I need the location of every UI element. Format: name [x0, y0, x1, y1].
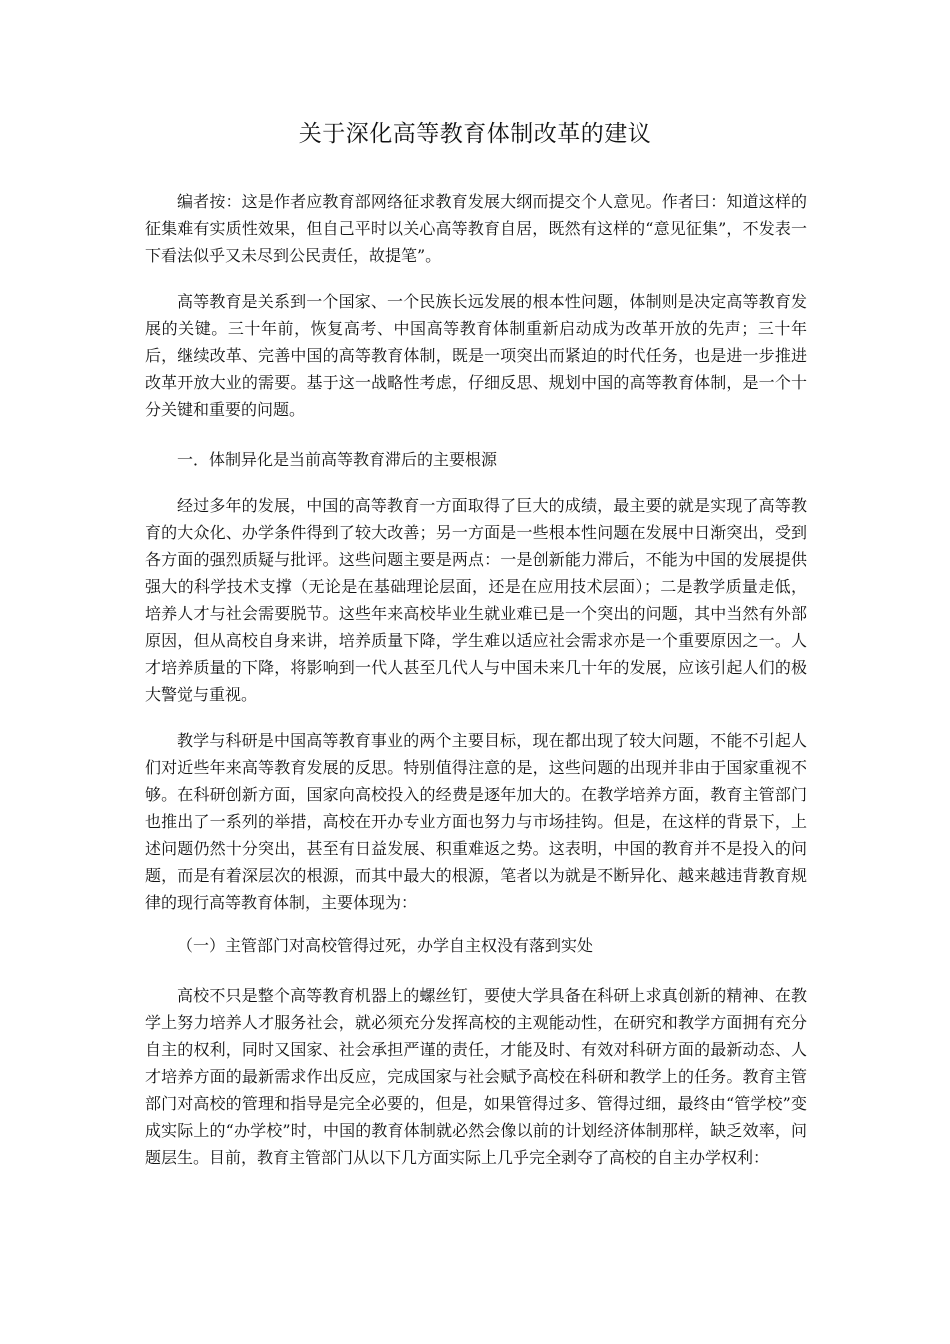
document-title: 关于深化高等教育体制改革的建议 [298, 121, 652, 147]
subsection-heading-1: （一）主管部门对高校管得过死，办学自主权没有落到实处 [177, 936, 594, 955]
editor-note: 编者按：这是作者应教育部网络征求教育发展大纲而提交个人意见。作者曰：知道这样的征集难有实质性效果，但自己平时以关心高等教育自居，既然有这样的“意见征集”，不发表一下看法似乎又未尽到公民责任，故提笔”。 [145, 192, 807, 265]
body-paragraph-3: 高校不只是整个高等教育机器上的螺丝钉，要使大学具备在科研上求真创新的精神、在教学上努力培养人才服务社会，就必须充分发挥高校的主观能动性，在研究和教学方面拥有充分自主的权利，同时又国家、社会承担严谨的责任，才能及时、有效对科研方面的最新动态、人才培养方面的最新需求作出反应，完成国家与社会赋予高校在科研和教学上的任务。教育主管部门对高校的管理和指导是完全必要的，但是，如果管得过多、管得过细，最终由“管学校”变成实际上的“办学校”时，中国的教育体制就必然会像以前的计划经济体制那样，缺乏效率，问题层生。目前，教育主管部门从以下几方面实际上几乎完全剥夺了高校的自主办学权利： [145, 986, 807, 1167]
body-paragraph-2: 教学与科研是中国高等教育事业的两个主要目标，现在都出现了较大问题，不能不引起人们对近些年来高等教育发展的反思。特别值得注意的是，这些问题的出现并非由于国家重视不够。在科研创新方面，国家向高校投入的经费是逐年加大的。在教学培养方面，教育主管部门也推出了一系列的举措，高校在开办专业方面也努力与市场挂钩。但是，在这样的背景下，上述问题仍然十分突出，甚至有日益发展、积重难返之势。这表明，中国的教育并不是投入的问题，而是有着深层次的根源，而其中最大的根源，笔者以为就是不断异化、越来越违背教育规律的现行高等教育体制，主要体现为： [145, 731, 807, 912]
body-paragraph-1: 经过多年的发展，中国的高等教育一方面取得了巨大的成绩，最主要的就是实现了高等教育的大众化、办学条件得到了较大改善；另一方面是一些根本性问题在发展中日渐突出，受到各方面的强烈质疑与批评。这些问题主要是两点：一是创新能力滞后，不能为中国的发展提供强大的科学技术支撑（无论是在基础理论层面，还是在应用技术层面）；二是教学质量走低，培养人才与社会需要脱节。这些年来高校毕业生就业难已是一个突出的问题，其中当然有外部原因，但从高校自身来讲，培养质量下降，学生难以适应社会需求亦是一个重要原因之一。人才培养质量的下降，将影响到一代人甚至几代人与中国未来几十年的发展，应该引起人们的极大警觉与重视。 [145, 496, 807, 704]
section-heading-1: 一．体制异化是当前高等教育滞后的主要根源 [177, 450, 498, 469]
intro-paragraph: 高等教育是关系到一个国家、一个民族长远发展的根本性问题，体制则是决定高等教育发展的关键。三十年前，恢复高考、中国高等教育体制重新启动成为改革开放的先声；三十年后，继续改革、完善中国的高等教育体制，既是一项突出而紧迫的时代任务，也是进一步推进改革开放大业的需要。基于这一战略性考虑，仔细反思、规划中国的高等教育体制，是一个十分关键和重要的问题。 [145, 292, 807, 419]
